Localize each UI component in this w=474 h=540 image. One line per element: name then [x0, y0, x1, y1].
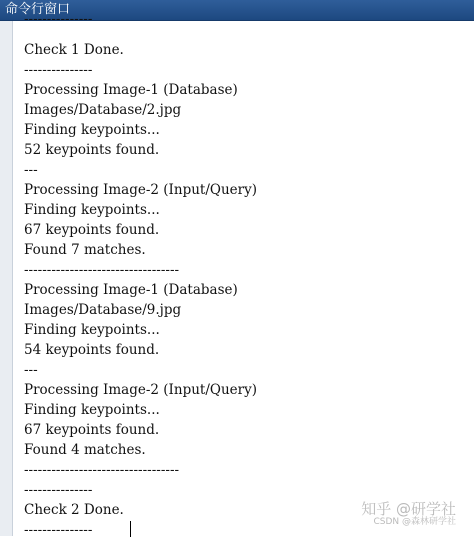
console-line: ----------------------------------	[24, 462, 180, 478]
console-line: ---------------	[24, 522, 93, 538]
console-line: 52 keypoints found.	[24, 142, 160, 158]
console-line: 67 keypoints found.	[24, 222, 160, 238]
console-line: Check 1 Done.	[24, 42, 124, 58]
console-line: 54 keypoints found.	[24, 342, 160, 358]
console-line: ---	[24, 362, 38, 378]
console-line: ---------------	[24, 11, 93, 27]
watermark-sub: CSDN @森林研学社	[373, 517, 456, 527]
console-line: Finding keypoints...	[24, 322, 160, 338]
console-line: Processing Image-1 (Database)	[24, 82, 238, 98]
console-output[interactable]	[13, 11, 474, 538]
left-gutter	[0, 21, 13, 536]
console-line: ----------------------------------	[24, 262, 180, 278]
console-line: Finding keypoints...	[24, 402, 160, 418]
console-line: ---------------	[24, 482, 93, 498]
watermark	[361, 501, 456, 527]
console-line: Images/Database/2.jpg	[24, 102, 182, 118]
console-line: Processing Image-1 (Database)	[24, 282, 238, 298]
text-cursor	[130, 521, 131, 537]
window-title: 命令行窗口	[5, 2, 71, 17]
console-line: Images/Database/9.jpg	[24, 302, 182, 318]
console-line: 67 keypoints found.	[24, 422, 160, 438]
console-line: Finding keypoints...	[24, 122, 160, 138]
console-line: Found 4 matches.	[24, 442, 146, 458]
console-line: Check 2 Done.	[24, 502, 124, 518]
console-line: Finding keypoints...	[24, 202, 160, 218]
watermark-main: 知乎 @研学社	[361, 500, 456, 518]
console-line: ---------------	[24, 62, 93, 78]
console-line: Processing Image-2 (Input/Query)	[24, 182, 257, 198]
console-line: Processing Image-2 (Input/Query)	[24, 382, 257, 398]
console-line: Found 7 matches.	[24, 242, 146, 258]
console-line: ---	[24, 162, 38, 178]
